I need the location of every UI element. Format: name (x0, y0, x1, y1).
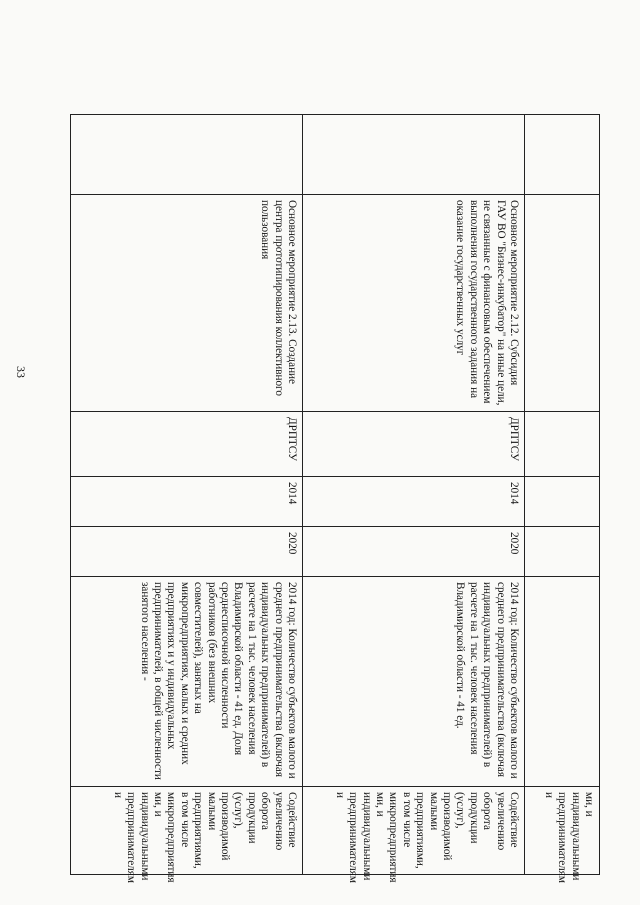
cell-result: Содействие увеличению оборота продукции (услуг), производимой малыми предприятиями, в том числе микропредприятия ми, и индивидуальными предпринимателям и (71, 787, 303, 875)
cell-indicator: 2014 год: Количество субъектов малого и среднего предпринимательства (включая индивидуальных предпринимателей) в расчете на 1 тыс. человек населения Владимирской области - 41 ед. Доля среднесписочной численности работников (без внешних совместителей), занятых на микропредприятиях, малых и средних предприятиях и у индивидуальных предпринимателей, в общей численности занятого населения - (71, 577, 303, 787)
cell-end-year: 2020 (303, 527, 525, 577)
page-number: 33 (14, 366, 28, 378)
cell-measure: Основное мероприятие 2.13. Создание центра прототипирования коллективного пользования (71, 195, 303, 412)
cell-indicator: 2014 год: Количество субъектов малого и среднего предпринимательства (включая индивидуальных предпринимателей) в расчете на 1 тыс. человек населения Владимирской области - 41 ед. (303, 577, 525, 787)
cell-result: Содействие увеличению оборота продукции (услуг), производимой малыми предприятиями, в том числе микропредприятия ми, и индивидуальными предпринимателям и (303, 787, 525, 875)
cell-empty (525, 527, 600, 577)
rotated-table-wrapper (70, 114, 600, 883)
cell-empty (525, 412, 600, 477)
table-row (71, 115, 303, 875)
cell-executor: ДРПТСУ (71, 412, 303, 477)
cell-result: ми, и индивидуальными предпринимателям и (525, 787, 600, 875)
cell-end-year: 2020 (71, 527, 303, 577)
cell-empty (525, 477, 600, 527)
cell-measure: Основное мероприятие 2.12. Субсидия ГАУ ВО "Бизнес-инкубатор" на иные цели, не связанные с финансовым обеспечением выполнения государственного задания на оказание государственных услуг (303, 195, 525, 412)
cell-empty (71, 115, 303, 195)
table-row-continuation (525, 115, 600, 875)
cell-empty (525, 115, 600, 195)
cell-start-year: 2014 (303, 477, 525, 527)
cell-empty (525, 195, 600, 412)
cell-start-year: 2014 (71, 477, 303, 527)
cell-empty (303, 115, 525, 195)
cell-empty (525, 577, 600, 787)
cell-executor: ДРПТСУ (303, 412, 525, 477)
table-row (303, 115, 525, 875)
measures-table (70, 114, 600, 883)
